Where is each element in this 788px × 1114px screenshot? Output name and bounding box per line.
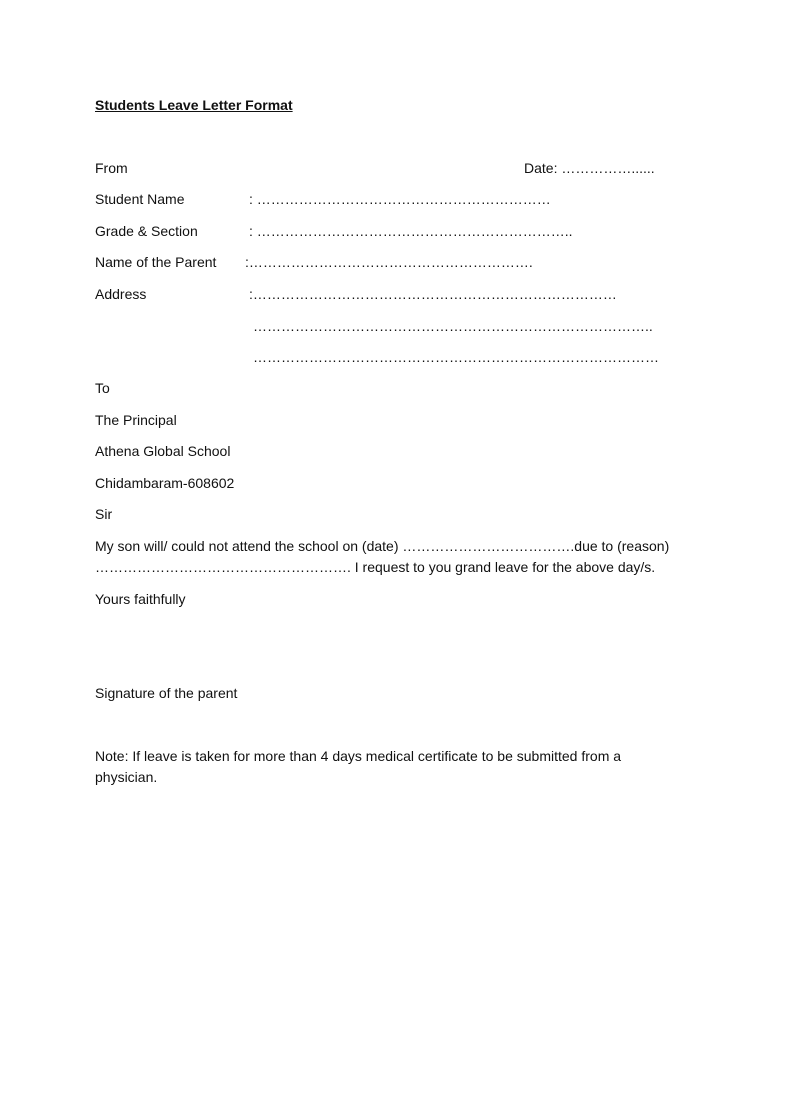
student-name-blank: : ……………………………………………………… <box>249 191 551 207</box>
grade-section-blank: : ………………………………………………………….. <box>249 223 573 239</box>
body-line-1: My son will/ could not attend the school on (date) ……………………………….due to (reason) <box>95 538 670 554</box>
date-field: Date: ……………...... <box>524 160 655 176</box>
recipient-line-1: The Principal <box>95 412 177 428</box>
from-label: From <box>95 160 128 176</box>
address-label: Address <box>95 286 147 302</box>
body-line-2: ………………………………………………. I request to you grand leave for the above day/s. <box>95 559 656 575</box>
address-blank-line-2: ………………………………………………………………………….. <box>253 318 653 334</box>
grade-section-label: Grade & Section <box>95 223 198 239</box>
address-blank-line-1: :…………………………………………………………………… <box>249 286 617 302</box>
salutation: Sir <box>95 506 113 522</box>
document-title: Students Leave Letter Format <box>95 97 293 113</box>
closing: Yours faithfully <box>95 591 186 607</box>
address-blank-line-3: …………………………………………………………………………… <box>253 349 659 365</box>
parent-name-label: Name of the Parent <box>95 254 217 270</box>
parent-name-blank: :……………………………………………………. <box>245 254 533 270</box>
signature-label: Signature of the parent <box>95 685 238 701</box>
student-name-label: Student Name <box>95 191 185 207</box>
to-label: To <box>95 380 110 396</box>
recipient-line-3: Chidambaram-608602 <box>95 475 235 491</box>
note-line-2: physician. <box>95 769 158 785</box>
note-line-1: Note: If leave is taken for more than 4 days medical certificate to be submitted from a <box>95 748 622 764</box>
recipient-line-2: Athena Global School <box>95 443 231 459</box>
